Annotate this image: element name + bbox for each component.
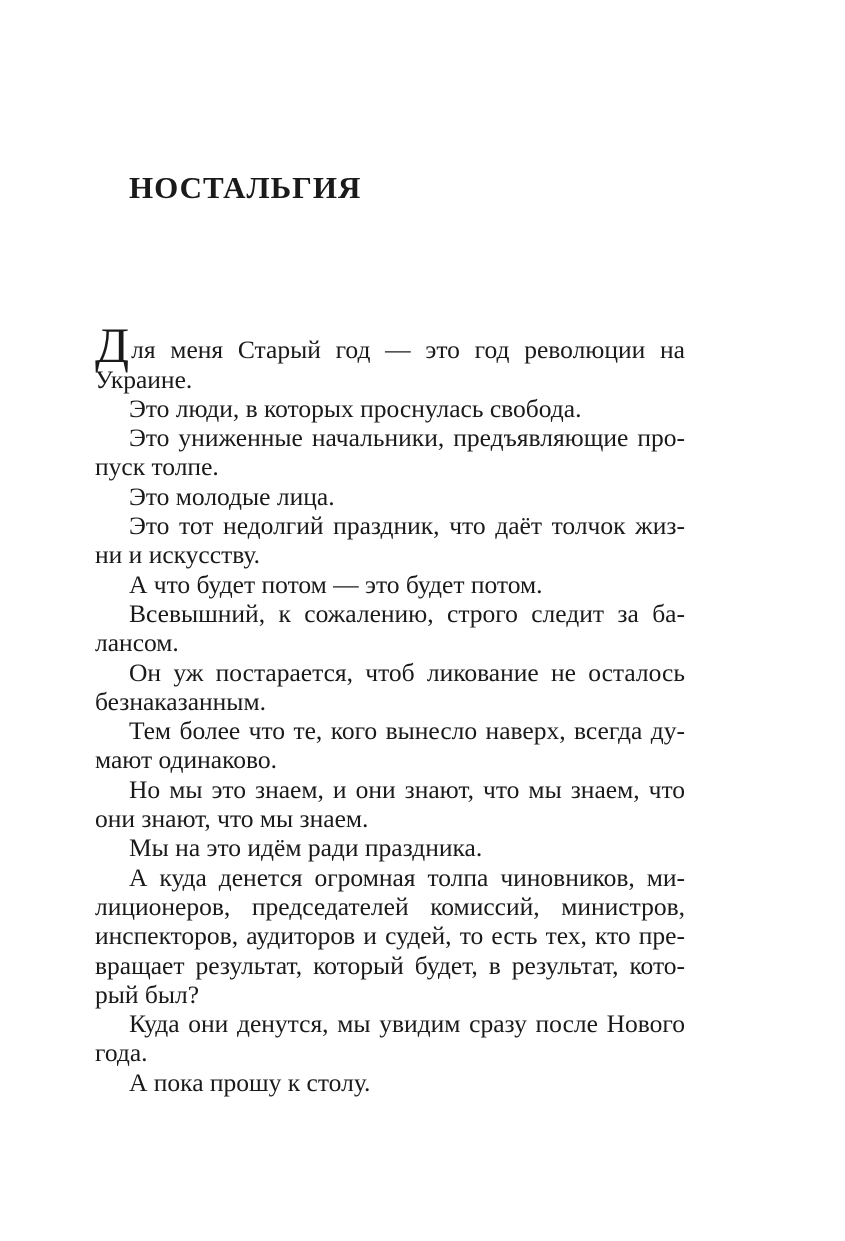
paragraph-line: Мы на это идём ради праздника. bbox=[129, 833, 483, 863]
paragraph-line: Это униженные начальники, предъявляющие про- bbox=[129, 423, 685, 453]
drop-cap: Д bbox=[95, 316, 130, 373]
paragraph-line: Он уж постарается, чтоб ликование не осталось bbox=[129, 657, 685, 687]
paragraph-line: А куда денется огромная толпа чиновников, ми- bbox=[129, 862, 685, 892]
paragraph-line: ни и искусству. bbox=[95, 540, 260, 570]
paragraph-line: пуск толпе. bbox=[95, 452, 219, 482]
paragraph-line: Украине. bbox=[95, 364, 193, 394]
paragraph-line: безнаказанным. bbox=[95, 686, 266, 716]
paragraph-line: Тем более что те, кого вынесло наверх, всегда ду- bbox=[129, 716, 685, 746]
paragraph-line: мают одинаково. bbox=[95, 745, 277, 775]
paragraph-line: лиционеров, председателей комиссий, министров, bbox=[95, 891, 685, 921]
paragraph-line: Это люди, в которых проснулась свобода. bbox=[129, 393, 582, 423]
paragraph-line: рый был? bbox=[95, 979, 200, 1009]
paragraph-line: А что будет потом — это будет потом. bbox=[129, 569, 543, 599]
paragraph-line: лансом. bbox=[95, 628, 179, 658]
paragraph-line: инспекторов, аудиторов и судей, то есть тех, кто пре- bbox=[95, 921, 685, 951]
paragraph-line-text: ля меня Старый год — это год революции на bbox=[131, 335, 685, 365]
chapter-title: НОСТАЛЬГИЯ bbox=[129, 170, 362, 205]
paragraph-line: Это тот недолгий праздник, что даёт толчок жиз- bbox=[129, 511, 685, 541]
paragraph-line: вращает результат, который будет, в результат, кото- bbox=[95, 950, 685, 980]
paragraph-line: Всевышний, к сожалению, строго следит за ба- bbox=[129, 598, 685, 628]
paragraph-line: Но мы это знаем, и они знают, что мы знаем, что bbox=[129, 774, 685, 804]
paragraph-line: Это молодые лица. bbox=[129, 481, 335, 511]
chapter-body bbox=[95, 306, 685, 1097]
paragraph-line: года. bbox=[95, 1038, 148, 1068]
paragraph-line: Куда они денутся, мы увидим сразу после Нового bbox=[129, 1009, 685, 1039]
paragraph-line: А пока прошу к столу. bbox=[129, 1067, 371, 1097]
paragraph-line-first bbox=[95, 306, 685, 373]
paragraph-line: они знают, что мы знаем. bbox=[95, 804, 369, 834]
